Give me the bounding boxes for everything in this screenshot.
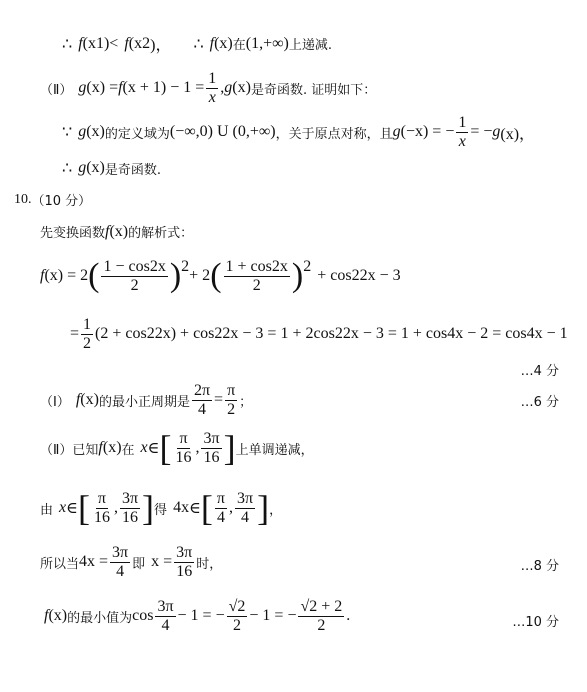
- math-text: 2x − 3: [359, 267, 401, 285]
- math-text: + cos: [317, 267, 352, 285]
- text: 的定义域为: [104, 126, 170, 142]
- fraction: $\frac{3\pi}{16}$: [176, 544, 193, 580]
- right-bracket: ]: [223, 428, 236, 469]
- math-text: = −: [470, 123, 493, 141]
- fraction: $\frac{\pi}{16}$: [93, 490, 110, 526]
- left-bracket: [: [159, 428, 172, 469]
- math-f: f: [75, 391, 81, 409]
- math-text: ,: [220, 79, 225, 97]
- text: ，关于原点对称，且: [275, 126, 393, 142]
- math-f: f: [40, 267, 45, 285]
- right-paren: ): [169, 257, 182, 295]
- right-paren: ): [291, 257, 304, 295]
- fraction: $\frac{3\pi}{4}$: [157, 598, 174, 634]
- text: 即: [132, 556, 146, 572]
- fraction: $\frac{1}{x}$: [458, 114, 467, 150]
- text: 所以当: [40, 556, 80, 572]
- line-expression-expansion: [40, 258, 401, 294]
- math-g: g: [78, 123, 87, 141]
- math-text: 2x − 3 = 1 + 2cos: [222, 325, 335, 343]
- math-f: f: [118, 79, 123, 97]
- math-text: (x): [80, 391, 99, 409]
- math-text: (−∞,0) U (0,+∞): [169, 123, 276, 141]
- line-transform-intro: [40, 222, 193, 241]
- text: 在: [121, 442, 135, 458]
- math-text: (x): [86, 159, 105, 176]
- math-x: x: [59, 499, 67, 517]
- fraction: $\frac{3\pi}{16}$: [203, 430, 220, 466]
- math-text: (x): [86, 123, 105, 141]
- therefore-symbol: ∴: [193, 35, 204, 53]
- fraction: $\frac{√2}{2}$: [228, 598, 246, 634]
- math-text: .: [346, 607, 351, 625]
- text: 先变换函数: [40, 226, 106, 241]
- exponent: 2: [214, 325, 223, 343]
- fraction: $\frac{\pi}{4}$: [216, 490, 225, 526]
- left-bracket: [: [77, 488, 90, 529]
- math-text: =: [70, 325, 80, 343]
- math-text: )<: [103, 34, 119, 52]
- score-10: …10 分: [512, 615, 559, 630]
- line-minimum-value: [44, 598, 350, 634]
- question-10-header: [14, 190, 91, 209]
- part-label: （Ⅱ）已知: [40, 442, 99, 458]
- math-text: (x)，: [500, 125, 536, 143]
- line-part-two-interval: [40, 428, 314, 469]
- line-part-two-define-g: [40, 70, 376, 106]
- math-text: (x: [82, 34, 96, 52]
- math-f: f: [44, 607, 49, 625]
- math-text: )，: [150, 37, 172, 54]
- math-text: − 1 = −: [249, 607, 297, 625]
- fraction: $\frac{1}{2}$: [83, 316, 92, 352]
- math-text: (x): [48, 607, 68, 625]
- line-odd-conclusion: [62, 158, 161, 178]
- text: 是奇函数.: [104, 162, 161, 178]
- math-g: g: [224, 79, 233, 97]
- right-bracket: ]: [257, 488, 270, 529]
- math-text: (x): [102, 439, 122, 457]
- math-x: x: [140, 439, 148, 457]
- score-8: …8 分: [520, 559, 559, 574]
- part-label: （Ⅰ）: [40, 394, 70, 410]
- question-score: （10 分）: [31, 194, 92, 209]
- math-f: f: [78, 34, 83, 52]
- exponent: 2: [351, 267, 360, 285]
- fraction: $\frac{3\pi}{4}$: [236, 490, 254, 526]
- text: 得: [154, 502, 168, 518]
- math-text: ∈: [147, 440, 160, 458]
- math-text: x =: [151, 553, 173, 571]
- fraction: $\frac{\pi}{16}$: [175, 430, 192, 466]
- line-decreasing: [62, 32, 332, 55]
- text: 的解析式：: [128, 226, 194, 241]
- math-text: (x: [128, 34, 143, 52]
- math-f: f: [105, 222, 110, 240]
- math-g: g: [392, 123, 401, 141]
- text: 的最小正周期是: [98, 394, 190, 410]
- math-text: (x) = 2: [44, 267, 89, 285]
- math-text: 4x =: [79, 553, 109, 571]
- exponent: 2: [303, 258, 312, 275]
- math-text: (x): [109, 222, 129, 240]
- exponent: 2: [181, 258, 190, 275]
- fraction: $\frac{3\pi}{16}$: [121, 490, 139, 526]
- exponent: 2: [146, 325, 155, 343]
- question-number: 10.: [14, 191, 32, 207]
- text: 时，: [196, 556, 223, 572]
- math-f: f: [209, 34, 215, 52]
- text: 的最小值为: [67, 610, 133, 626]
- line-derive-range: 由 x ∈ [ $\frac{\pi}{16}$ , $\frac{3\pi}{16}$ ] 得 4x ∈ [ $\frac{\pi}{4}$ , $\frac{3\pi}{4}$ ] ，: [40, 488, 283, 529]
- line-minimum-point: [40, 544, 222, 580]
- left-bracket: [: [200, 488, 213, 529]
- fraction: $\frac{\pi}{2}$: [227, 382, 236, 418]
- text: ；: [239, 394, 253, 410]
- text: 在: [232, 38, 246, 53]
- math-text: (1,+∞): [245, 34, 289, 52]
- because-symbol: ∵: [62, 124, 73, 142]
- score-6: …6 分: [520, 395, 559, 410]
- therefore-symbol: ∴: [62, 160, 73, 177]
- fraction: $\frac{3\pi}{4}$: [112, 544, 129, 580]
- text: ，: [269, 502, 283, 518]
- math-text: + 2: [189, 267, 211, 285]
- text: 是奇函数. 证明如下：: [250, 82, 377, 98]
- fraction: $\frac{1 + \cos 2x}{2}$: [225, 258, 288, 294]
- fraction: $\frac{2\pi}{4}$: [193, 382, 211, 418]
- text: 由: [40, 502, 54, 518]
- math-text: (x) =: [86, 79, 119, 97]
- text: 上递减.: [288, 38, 332, 53]
- math-g: g: [78, 79, 87, 97]
- left-paren: (: [88, 257, 100, 295]
- line-part-one-period: [40, 382, 252, 418]
- math-text: (−x) = −: [400, 123, 455, 141]
- exponent: 2: [334, 325, 343, 343]
- math-g: g: [492, 123, 501, 141]
- text: 上单调递减，: [235, 442, 314, 458]
- math-text: 2x) + cos: [154, 325, 215, 343]
- right-bracket: ]: [142, 488, 155, 529]
- math-text: ,: [195, 439, 200, 457]
- subscript: 1: [95, 34, 104, 52]
- math-text: ∈: [66, 500, 78, 518]
- score-4: …4 分: [520, 364, 559, 379]
- fraction: $\frac{1 - \cos 2x}{2}$: [103, 258, 166, 294]
- left-paren: (: [210, 257, 222, 295]
- math-text: (2 + cos: [95, 325, 147, 343]
- line-domain-proof: [62, 114, 535, 150]
- line-simplification: [70, 316, 568, 352]
- math-text: (x): [232, 79, 251, 97]
- math-text: − 1 = −: [177, 607, 225, 625]
- math-f: f: [98, 439, 103, 457]
- math-text: =: [214, 391, 224, 409]
- math-text: (x): [214, 34, 233, 52]
- math-text: cos: [132, 607, 154, 625]
- fraction: $\frac{1}{x}$: [208, 70, 217, 106]
- math-text: ∈: [189, 500, 201, 518]
- math-text: (x + 1) − 1 =: [122, 79, 205, 97]
- subscript: 2: [142, 34, 151, 52]
- math-f: f: [124, 34, 129, 52]
- math-text: 2x − 3 = 1 + cos4x − 2 = cos4x − 1: [342, 325, 568, 343]
- math-g: g: [78, 159, 87, 176]
- math-text: 4x: [173, 499, 190, 517]
- therefore-symbol: ∴: [62, 35, 73, 53]
- part-label: （Ⅱ）: [40, 82, 73, 98]
- fraction: $\frac{√2 + 2}{2}$: [300, 598, 343, 634]
